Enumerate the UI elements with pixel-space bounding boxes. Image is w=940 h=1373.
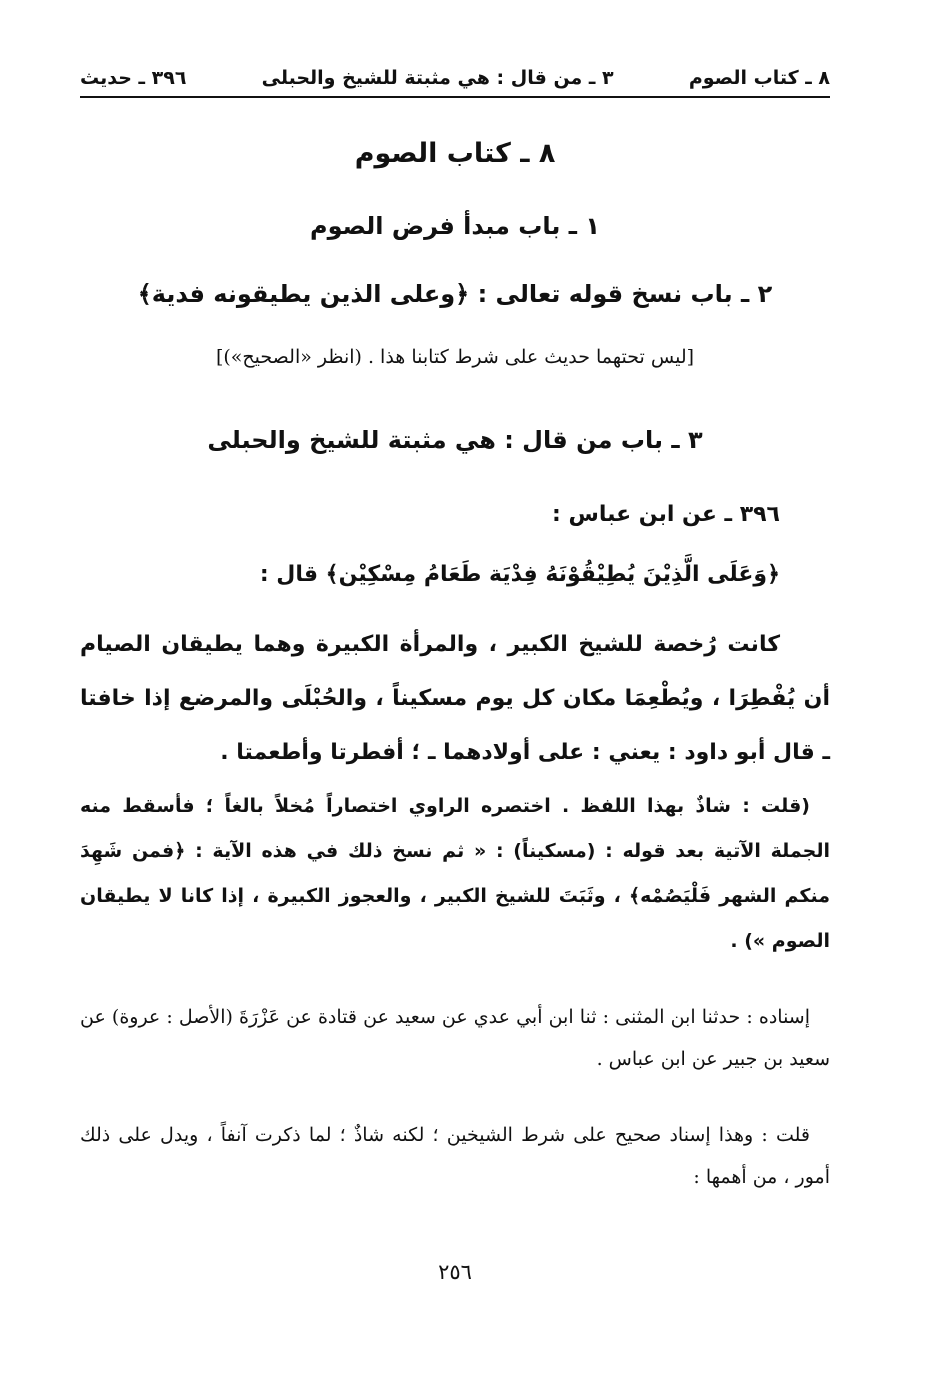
isnad-paragraph: إسناده : حدثنا ابن المثنى : ثنا ابن أبي عدي عن سعيد عن قتادة عن عَزْرَةَ (الأصل : عروة) عن سعيد بن جبير عن ابن عباس . <box>80 1006 830 1070</box>
chapter-heading-2: ٢ ـ باب نسخ قوله تعالى : ﴿وعلى الذين يطيقونه فدية﴾ <box>137 280 773 308</box>
commentary-paragraph-1: (قلت : شاذٌ بهذا اللفظ . اختصره الراوي اختصاراً مُخلاً بالغاً ؛ فأسقط منه الجملة الآتية بعد قوله : (مسكيناً) : « ثم نسخ ذلك في هذه الآية : ﴿فمن شَهِدَ منكم الشهر فَلْيَصُمْه﴾ ، وثَبَتَ للشيخ الكبير ، والعجوز الكبيرة ، إذا كانا لا يطيقان الصوم ») . <box>80 795 830 952</box>
book-page <box>80 52 830 1352</box>
chapter-heading-1: ١ ـ باب مبدأ فرض الصوم <box>310 212 600 240</box>
commentary-paragraph-2: قلت : وهذا إسناد صحيح على شرط الشيخين ؛ لكنه شاذٌ ؛ لما ذكرت آنفاً ، ويدل على ذلك أمور ، من أهمها : <box>80 1124 830 1188</box>
header-hadith-number: ٣٩٦ ـ حديث <box>80 67 187 89</box>
chapter-heading-3: ٣ ـ باب من قال : هي مثبتة للشيخ والحبلى <box>207 426 703 454</box>
hadith-number-line: ٣٩٦ ـ عن ابن عباس : <box>552 502 780 527</box>
header-book-title: ٨ ـ كتاب الصوم <box>688 67 830 89</box>
book-title: ٨ ـ كتاب الصوم <box>354 138 556 169</box>
quran-verse-line: ﴿وَعَلَى الَّذِيْنَ يُطِيْقُوْنَهُ فِدْيَة طَعَامُ مِسْكِيْن﴾ قال : <box>259 562 780 587</box>
chapter-2-note: [ليس تحتهما حديث على شرط كتابنا هذا . (انظر «الصحيح»)] <box>215 346 695 368</box>
header-chapter-title: ٣ ـ من قال : هي مثبتة للشيخ والحبلى <box>261 67 614 89</box>
hadith-text: كانت رُخصة للشيخ الكبير ، والمرأة الكبيرة وهما يطيقان الصيام أن يُفْطِرَا ، ويُطْعِمَا مكان كل يوم مسكيناً ، والحُبْلَى والمرضع إذا خافتا ـ قال أبو داود : يعني : على أولادهما ـ ؛ أفطرتا وأطعمتا . <box>80 632 830 765</box>
running-header <box>80 60 830 98</box>
page-number: ٢٥٦ <box>438 1260 472 1284</box>
